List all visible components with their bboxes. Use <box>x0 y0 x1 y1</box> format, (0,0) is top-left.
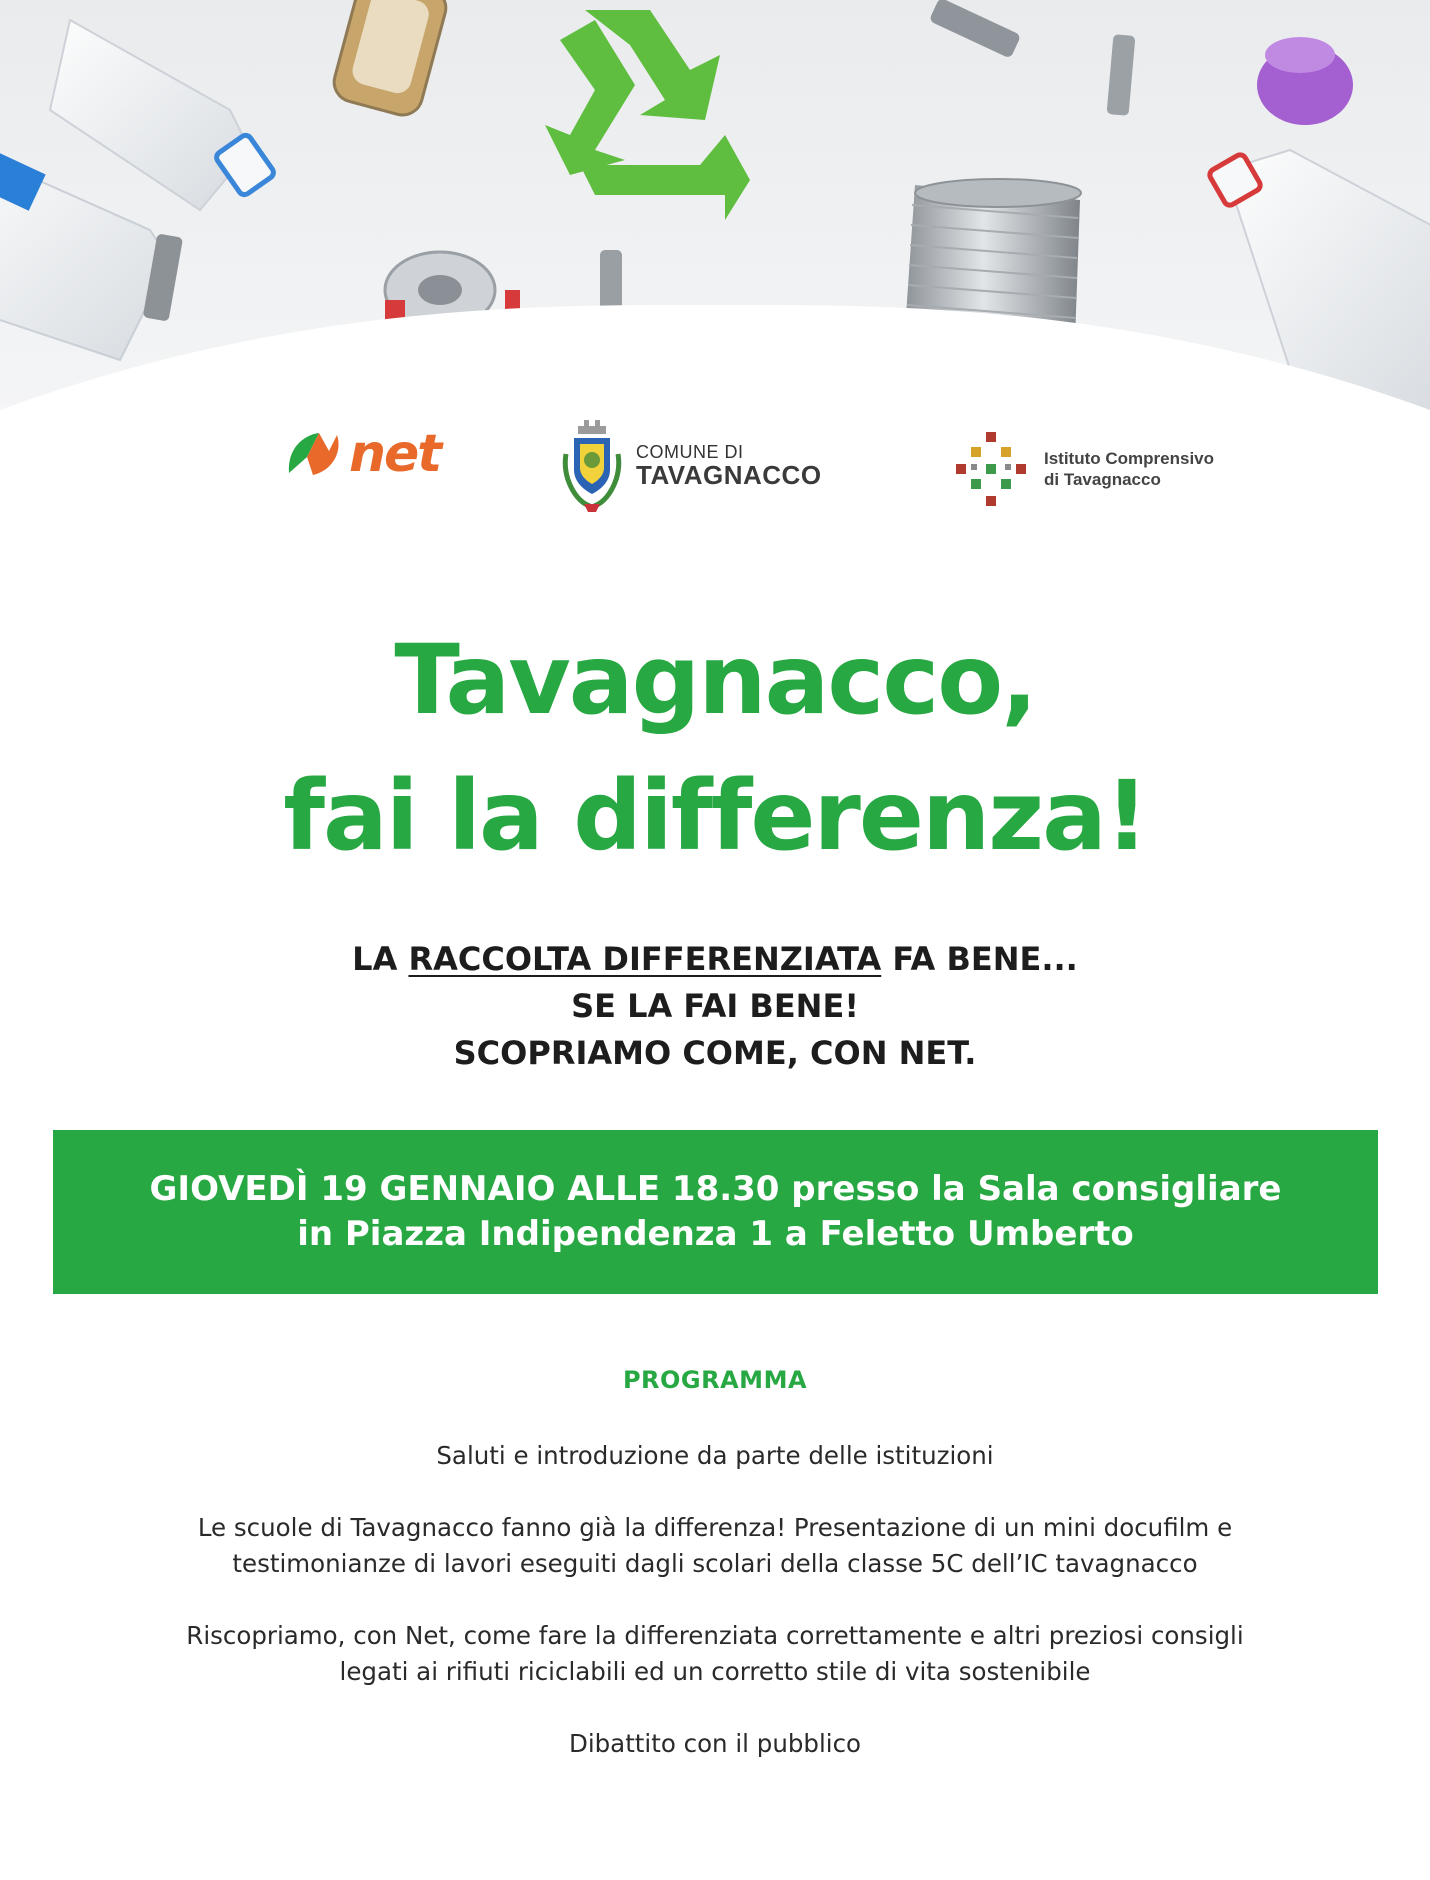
program-item-2 <box>0 1510 1430 1582</box>
tagline-line-1 <box>0 936 1430 983</box>
istituto-label-line1: Istituto Comprensivo <box>1044 448 1215 468</box>
headline-line-2: fai la differenza! <box>283 760 1147 872</box>
headline-line-1: Tavagnacco, <box>394 624 1036 736</box>
tagline-post: FA BENE... <box>881 940 1078 978</box>
istituto-label-line2: di Tavagnacco <box>1044 470 1161 489</box>
program-item-3-line-2: legati ai rifiuti riciclabili ed un corretto stile di vita sostenibile <box>339 1657 1091 1686</box>
event-banner <box>53 1130 1378 1294</box>
program-item-1: Saluti e introduzione da parte delle istituzioni <box>436 1441 994 1470</box>
program-item-2-line-1: Le scuole di Tavagnacco fanno già la differenza! Presentazione di un mini docufilm e <box>197 1513 1233 1542</box>
program-item-3-line-1: Riscopriamo, con Net, come fare la differenziata correttamente e altri preziosi consigli <box>186 1621 1244 1650</box>
coat-of-arms-icon <box>560 418 624 514</box>
program-item-4: Dibattito con il pubblico <box>568 1729 862 1758</box>
puzzle-people-icon <box>952 430 1030 508</box>
tagline-pre: LA <box>352 940 409 978</box>
program-title: PROGRAMMA <box>622 1366 808 1394</box>
event-line-1: GIOVEDÌ 19 GENNAIO ALLE 18.30 presso la Sala consigliare <box>149 1169 1282 1209</box>
hero-recycling-image <box>0 0 1430 420</box>
tagline-line-3: SCOPRIAMO COME, CON NET. <box>453 1034 977 1072</box>
comune-label-big: TAVAGNACCO <box>636 459 822 490</box>
comune-logo <box>560 418 822 514</box>
program-item-2-line-2: testimonianze di lavori eseguiti dagli scolari della classe 5C dell’IC tavagnacco <box>232 1549 1198 1578</box>
net-wordmark: net <box>349 424 441 484</box>
tagline-line-2: SE LA FAI BENE! <box>571 987 859 1025</box>
comune-label-small: COMUNE DI <box>636 441 744 462</box>
event-line-2: in Piazza Indipendenza 1 a Feletto Umberto <box>297 1214 1134 1254</box>
tagline-underlined: RACCOLTA DIFFERENZIATA <box>408 940 882 978</box>
program-item-3 <box>0 1618 1430 1690</box>
partner-logos <box>0 418 1430 518</box>
main-headline <box>0 612 1430 884</box>
net-mark-icon <box>285 429 343 479</box>
net-logo <box>285 424 441 484</box>
istituto-logo <box>952 430 1214 508</box>
tagline <box>0 936 1430 1077</box>
